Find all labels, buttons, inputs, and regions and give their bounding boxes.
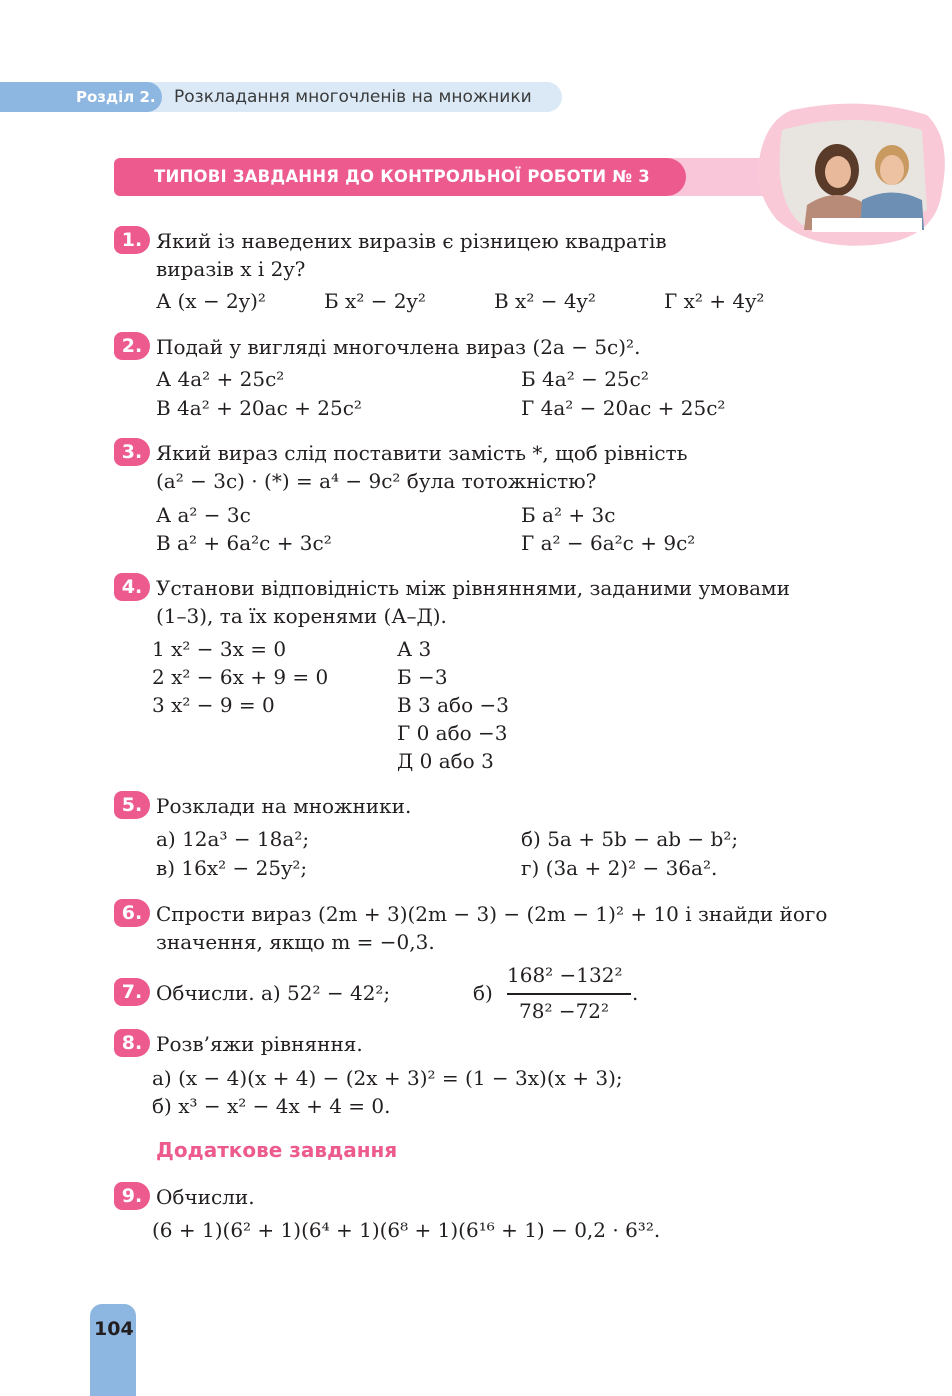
task-5-item-b: б) 5a + 5b − ab − b²; (521, 827, 739, 851)
task-5-item-c: в) 16x² − 25y²; (156, 856, 308, 880)
task-4-question-line1: Установи відповідність між рівняннями, заданими умовами (156, 576, 790, 600)
task-7-denominator: 78² −72² (519, 999, 610, 1023)
page-number: 104 (94, 1318, 134, 1340)
task-number-7: 7. (114, 978, 150, 1006)
task-2-question: Подай у вигляді многочлена вираз (2a − 5c)². (156, 335, 641, 359)
task-4-root-e: Д 0 або 3 (397, 749, 494, 773)
task-3-option-d: Г a² − 6a²c + 9c² (521, 531, 696, 555)
task-number-9: 9. (114, 1182, 150, 1210)
task-3-option-c: В a² + 6a²c + 3c² (156, 531, 332, 555)
task-9-question: Обчисли. (156, 1185, 255, 1209)
task-number-3: 3. (114, 438, 150, 466)
task-number-1: 1. (114, 226, 150, 254)
task-1-option-c: В x² − 4y² (494, 289, 596, 313)
students-photo (752, 100, 952, 250)
task-4-root-b: Б −3 (397, 665, 448, 689)
extra-task-title: Додаткове завдання (156, 1138, 398, 1162)
task-2-option-a: А 4a² + 25c² (156, 367, 285, 391)
task-4-root-a: А 3 (397, 637, 432, 661)
task-7-period: . (632, 981, 639, 1005)
task-3-question-line2: (a² − 3c) · (*) = a⁴ − 9c² була тотожністю? (156, 469, 597, 493)
task-4-root-d: Г 0 або −3 (397, 721, 508, 745)
task-8-question: Розв’яжи рівняння. (156, 1032, 363, 1056)
task-8-item-b: б) x³ − x² − 4x + 4 = 0. (152, 1094, 391, 1118)
task-4-root-c: В 3 або −3 (397, 693, 509, 717)
task-7-fraction-line (507, 993, 631, 995)
task-3-option-a: А a² − 3c (156, 503, 251, 527)
task-2-option-d: Г 4a² − 20ac + 25c² (521, 396, 726, 420)
task-7-b-label: б) (473, 981, 493, 1005)
section-title: ТИПОВІ ЗАВДАННЯ ДО КОНТРОЛЬНОЇ РОБОТИ № 3 (154, 167, 650, 186)
task-3-option-b: Б a² + 3c (521, 503, 616, 527)
task-2-option-c: В 4a² + 20ac + 25c² (156, 396, 362, 420)
task-1-question-line1: Який із наведених виразів є різницею квадратів (156, 229, 667, 253)
task-1-question-line2: виразів x і 2y? (156, 257, 306, 281)
task-5-item-a: а) 12a³ − 18a²; (156, 827, 310, 851)
chapter-label: Розділ 2. (76, 88, 156, 106)
chapter-title: Розкладання многочленів на множники (174, 87, 532, 107)
task-4-equation-1: 1 x² − 3x = 0 (152, 637, 287, 661)
task-6-question-line1: Спрости вираз (2m + 3)(2m − 3) − (2m − 1)² + 10 і знайди його (156, 902, 828, 926)
task-number-5: 5. (114, 791, 150, 819)
task-7-numerator: 168² −132² (507, 963, 623, 987)
task-number-2: 2. (114, 332, 150, 360)
task-number-4: 4. (114, 573, 150, 601)
task-number-8: 8. (114, 1029, 150, 1057)
task-3-question-line1: Який вираз слід поставити замість *, щоб рівність (156, 441, 688, 465)
task-1-option-d: Г x² + 4y² (664, 289, 765, 313)
task-1-option-b: Б x² − 2y² (324, 289, 426, 313)
task-6-question-line2: значення, якщо m = −0,3. (156, 930, 435, 954)
task-4-equation-3: 3 x² − 9 = 0 (152, 693, 275, 717)
task-2-option-b: Б 4a² − 25c² (521, 367, 649, 391)
task-8-item-a: а) (x − 4)(x + 4) − (2x + 3)² = (1 − 3x)(x + 3); (152, 1066, 623, 1090)
task-number-6: 6. (114, 899, 150, 927)
task-4-question-line2: (1–3), та їх коренями (А–Д). (156, 604, 447, 628)
task-1-option-a: А (x − 2y)² (156, 289, 266, 313)
task-5-question: Розклади на множники. (156, 794, 412, 818)
task-5-item-d: г) (3a + 2)² − 36a². (521, 856, 718, 880)
task-9-expression: (6 + 1)(6² + 1)(6⁴ + 1)(6⁸ + 1)(6¹⁶ + 1) − 0,2 · 6³². (152, 1218, 661, 1242)
task-7-question: Обчисли. а) 52² − 42²; (156, 981, 391, 1005)
task-4-equation-2: 2 x² − 6x + 9 = 0 (152, 665, 329, 689)
